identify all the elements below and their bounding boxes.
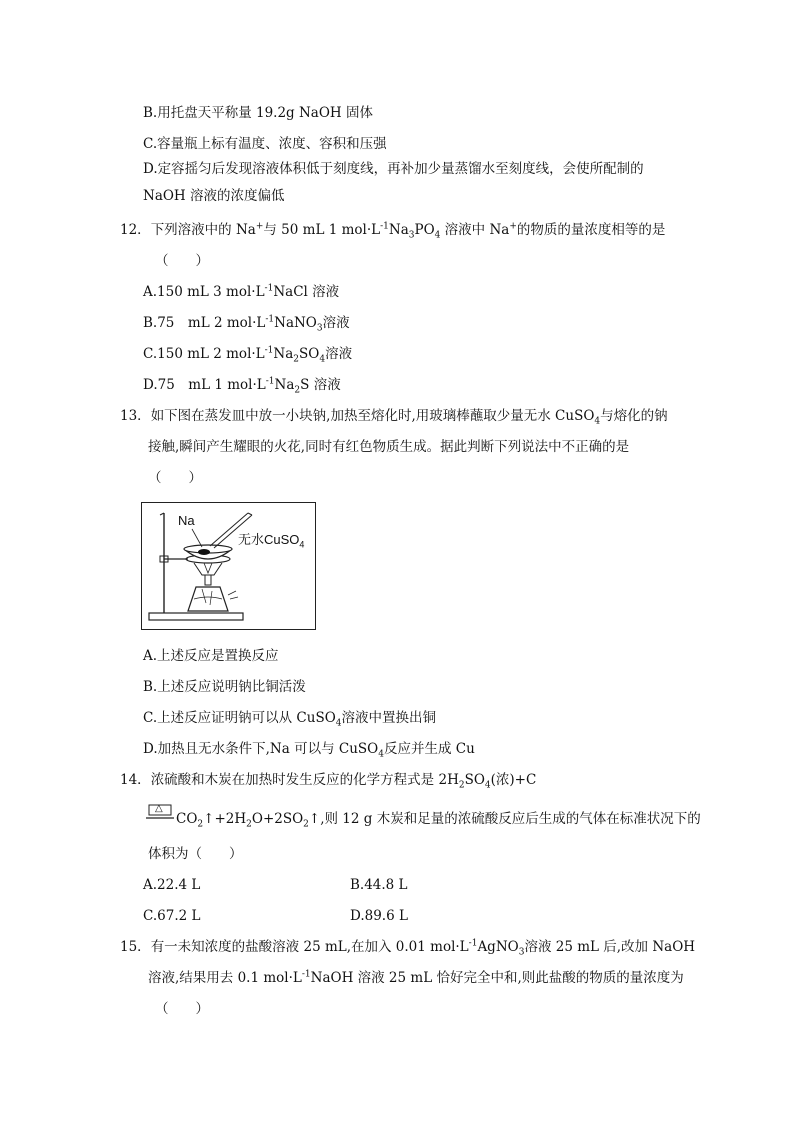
q14-stem-line2: $CO_2↑+2H_2O+2SO_2↑$,则 12 g 木炭和足量的浓硫酸反应后生成的气体在标准状况下的 bbox=[176, 811, 701, 830]
q14-stem-line3: 体积为（ ） bbox=[148, 846, 243, 862]
apparatus-drawing bbox=[142, 503, 317, 631]
q13-option-d: D.加热且无水条件下,Na 可以与 CuSO$_4$反应并生成 Cu bbox=[143, 741, 475, 760]
q12-option-c: C.150 mL 2 $mol\cdot L^{-1}Na_2SO_4$溶液 bbox=[143, 345, 353, 365]
q14-number: 14． bbox=[120, 772, 151, 788]
label-na: Na bbox=[178, 513, 195, 528]
q13-stem-line2: 接触,瞬间产生耀眼的火花,同时有红色物质生成。据此判断下列说法中不正确的是 bbox=[148, 439, 630, 455]
q12-option-b: B.75 mL 2 $mol\cdot L^{-1}NaNO_3$溶液 bbox=[143, 314, 350, 334]
q12-option-a: A.150 mL 3 $mol\cdot L^{-1}NaCl$ 溶液 bbox=[143, 283, 340, 300]
q11-option-d-line1: D.定容摇匀后发现溶液体积低于刻度线，再补加少量蒸馏水至刻度线，会使所配制的 bbox=[143, 161, 644, 177]
q14-stem-line1: 14．浓硫酸和木炭在加热时发生反应的化学方程式是 $2H_2SO_4$(浓)+C bbox=[120, 772, 537, 791]
q13-option-c: C.上述反应证明钠可以从 CuSO$_4$溶液中置换出铜 bbox=[143, 710, 437, 729]
q15-stem-line2: 溶液,结果用去 0.1 $mol\cdot L^{-1}NaOH$ 溶液 25 mL 恰好完全中和,则此盐酸的物质的量浓度为 bbox=[148, 969, 684, 986]
q11-option-b: B.用托盘天平称量 19.2g NaOH 固体 bbox=[143, 105, 373, 121]
q14-option-d: D.89.6 L bbox=[350, 908, 408, 924]
apparatus-figure bbox=[141, 502, 316, 630]
q12-number: 12． bbox=[120, 222, 151, 238]
label-anhydrous-cuso4: 无水CuSO$_4$ bbox=[238, 532, 305, 550]
q13-stem-line1: 13．如下图在蒸发皿中放一小块钠,加热至熔化时,用玻璃棒蘸取少量无水 CuSO$_4$与熔化的钠 bbox=[120, 408, 668, 427]
q12-answer-paren: （ ） bbox=[155, 253, 209, 269]
q11-option-d-line2: NaOH 溶液的浓度偏低 bbox=[143, 188, 285, 204]
heating-condition-arrow bbox=[146, 804, 174, 820]
q15-answer-paren: （ ） bbox=[155, 1001, 209, 1017]
q12-stem: 12．下列溶液中的 Na+与 50 mL 1 $mol\cdot L^{-1}Na_3PO_4$ 溶液中 Na+的物质的量浓度相等的是 bbox=[120, 221, 666, 241]
q14-option-a: A.22.4 L bbox=[143, 877, 201, 893]
q14-option-c: C.67.2 L bbox=[143, 908, 201, 924]
q13-number: 13． bbox=[120, 408, 151, 424]
q12-option-d: D.75 mL 1 $mol\cdot L^{-1}Na_2S$ 溶液 bbox=[143, 376, 341, 396]
q15-number: 15． bbox=[120, 939, 151, 955]
q13-answer-paren: （ ） bbox=[148, 470, 202, 486]
q13-option-b: B.上述反应说明钠比铜活泼 bbox=[143, 679, 306, 695]
q13-option-a: A.上述反应是置换反应 bbox=[143, 648, 279, 664]
q14-option-b: B.44.8 L bbox=[350, 877, 408, 893]
q15-stem-line1: 15．有一未知浓度的盐酸溶液 25 mL,在加入 0.01 $mol\cdot L^{-1}AgNO_3$溶液 25 mL 后,改加 NaOH bbox=[120, 938, 696, 958]
delta-symbol: △ bbox=[155, 803, 163, 814]
q11-option-c: C.容量瓶上标有温度、浓度、容积和压强 bbox=[143, 136, 387, 152]
